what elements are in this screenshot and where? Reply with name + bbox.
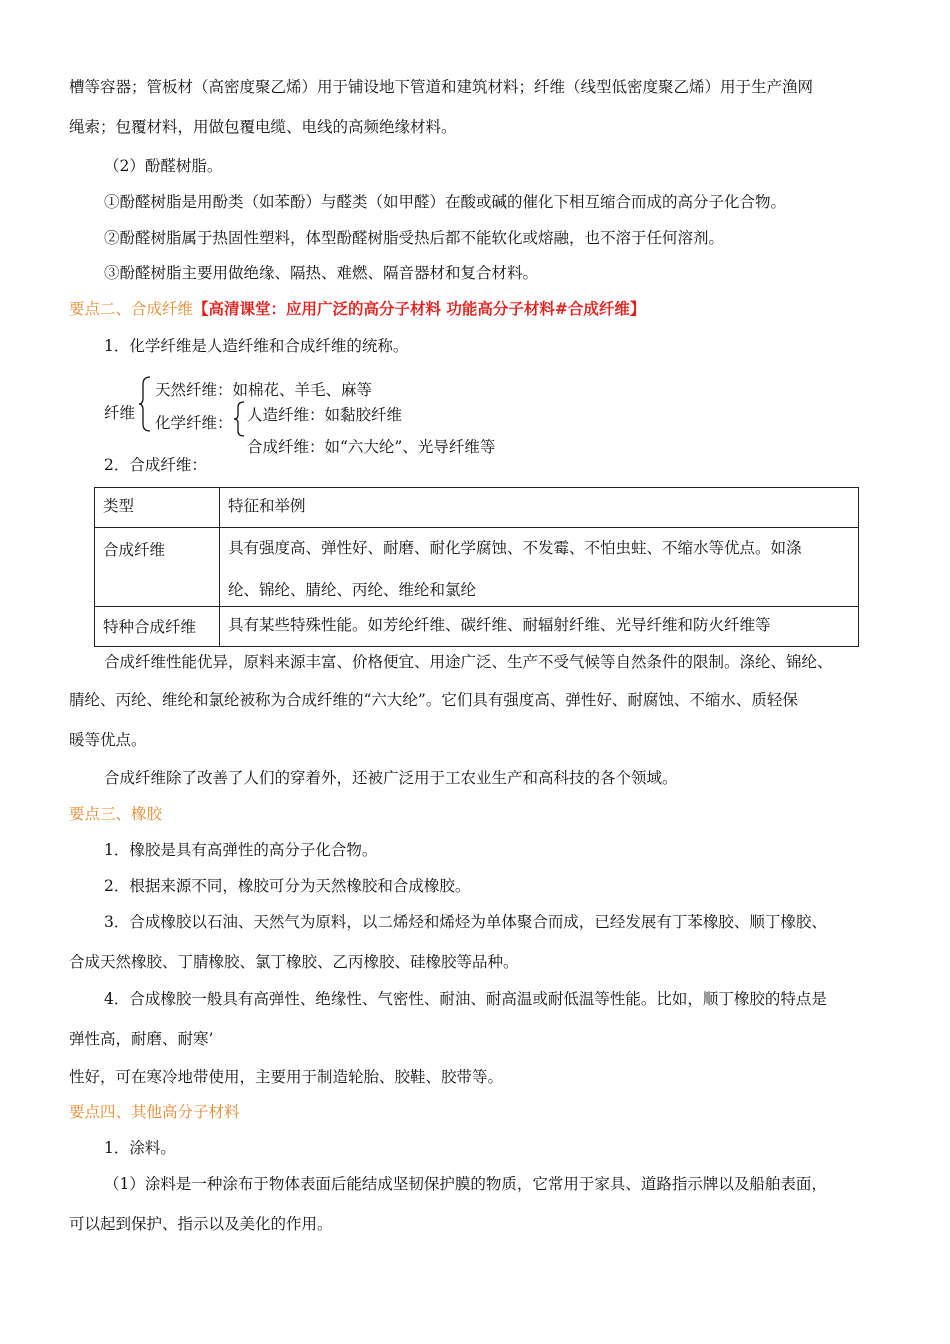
table-cell-desc <box>220 528 859 607</box>
text-line: 1．化学纤维是人造纤维和合成纤维的统称。 <box>104 337 409 355</box>
text-line: 暖等优点。 <box>69 731 147 749</box>
cell-text-line: 纶、锦纶、腈纶、丙纶、维纶和氯纶 <box>228 581 477 599</box>
table-row <box>95 607 859 647</box>
text-line: （2）酚醛树脂。 <box>104 157 223 175</box>
tree-root-label: 纤维 <box>104 404 136 422</box>
text-line: 合成纤维性能优异，原料来源丰富、价格便宜、用途广泛、生产不受气候等自然条件的限制。涤纶、锦纶、 <box>104 653 833 671</box>
text-line: 性好，可在寒冷地带使用，主要用于制造轮胎、胶鞋、胶带等。 <box>69 1068 504 1086</box>
tree-chemical-fiber: 化学纤维： <box>155 414 233 432</box>
brace-icon <box>138 376 152 432</box>
text-line: 4．合成橡胶一般具有高弹性、绝缘性、气密性、耐油、耐高温或耐低温等性能。比如，顺丁橡胶的特点是 <box>104 990 827 1008</box>
tree-natural-fiber: 天然纤维：如棉花、羊毛、麻等 <box>155 381 373 399</box>
text-line: 2．合成纤维： <box>104 456 207 474</box>
text-line: ③酚醛树脂主要用做绝缘、隔热、难燃、隔音器材和复合材料。 <box>104 264 539 282</box>
cell-text-line: 具有强度高、弹性好、耐磨、耐化学腐蚀、不发霉、不怕虫蛀、不缩水等优点。如涤 <box>228 539 802 557</box>
brace-icon <box>232 401 246 437</box>
fiber-table <box>94 487 859 647</box>
text-line: 合成天然橡胶、丁腈橡胶、氯丁橡胶、乙丙橡胶、硅橡胶等品种。 <box>69 953 519 971</box>
table-cell-type: 特种合成纤维 <box>95 607 220 647</box>
table-header-row <box>95 488 859 528</box>
table-cell-desc <box>220 607 859 647</box>
section-heading-4: 要点四、其他高分子材料 <box>69 1103 240 1121</box>
text-line: 腈纶、丙纶、维纶和氯纶被称为合成纤维的“六大纶”。它们具有强度高、弹性好、耐腐蚀、不缩水、质轻保 <box>69 691 798 709</box>
text-line: 1．橡胶是具有高弹性的高分子化合物。 <box>104 841 378 859</box>
table-cell-type: 合成纤维 <box>95 528 220 607</box>
text-line: （1）涂料是一种涂布于物体表面后能结成坚韧保护膜的物质，它常用于家具、道路指示牌以及船舶表面， <box>104 1175 827 1193</box>
text-line: 弹性高，耐磨、耐寒’ <box>69 1030 214 1048</box>
heading-text: 要点二、合成纤维 <box>69 300 194 318</box>
tree-synthetic-fiber: 合成纤维：如“六大纶”、光导纤维等 <box>247 438 496 456</box>
text-line: 可以起到保护、指示以及美化的作用。 <box>69 1215 333 1233</box>
heading-tag: 【高清课堂：应用广泛的高分子材料 功能高分子材料#合成纤维】 <box>193 299 646 318</box>
section-heading-2 <box>69 299 645 319</box>
text-line: ①酚醛树脂是用酚类（如苯酚）与醛类（如甲醛）在酸或碱的催化下相互缩合而成的高分子化合物。 <box>104 193 787 211</box>
text-line: 槽等容器；管板材（高密度聚乙烯）用于铺设地下管道和建筑材料；纤维（线型低密度聚乙烯）用于生产渔网 <box>69 78 814 96</box>
text-line: 3．合成橡胶以石油、天然气为原料，以二烯烃和烯烃为单体聚合而成，已经发展有丁苯橡胶、顺丁橡胶、 <box>104 913 827 931</box>
table-row <box>95 528 859 607</box>
table-header-cell: 特征和举例 <box>220 488 859 528</box>
tree-artificial-fiber: 人造纤维：如黏胶纤维 <box>247 406 403 424</box>
text-line: ②酚醛树脂属于热固性塑料，体型酚醛树脂受热后都不能软化或熔融，也不溶于任何溶剂。 <box>104 229 725 247</box>
section-heading-3: 要点三、橡胶 <box>69 805 163 823</box>
cell-text-line: 具有某些特殊性能。如芳纶纤维、碳纤维、耐辐射纤维、光导纤维和防火纤维等 <box>228 616 771 634</box>
text-line: 绳索；包覆材料，用做包覆电缆、电线的高频绝缘材料。 <box>69 118 457 136</box>
text-line: 合成纤维除了改善了人们的穿着外，还被广泛用于工农业生产和高科技的各个领域。 <box>104 769 678 787</box>
text-line: 1．涂料。 <box>104 1139 176 1157</box>
text-line: 2．根据来源不同，橡胶可分为天然橡胶和合成橡胶。 <box>104 877 471 895</box>
table-header-cell: 类型 <box>95 488 220 528</box>
